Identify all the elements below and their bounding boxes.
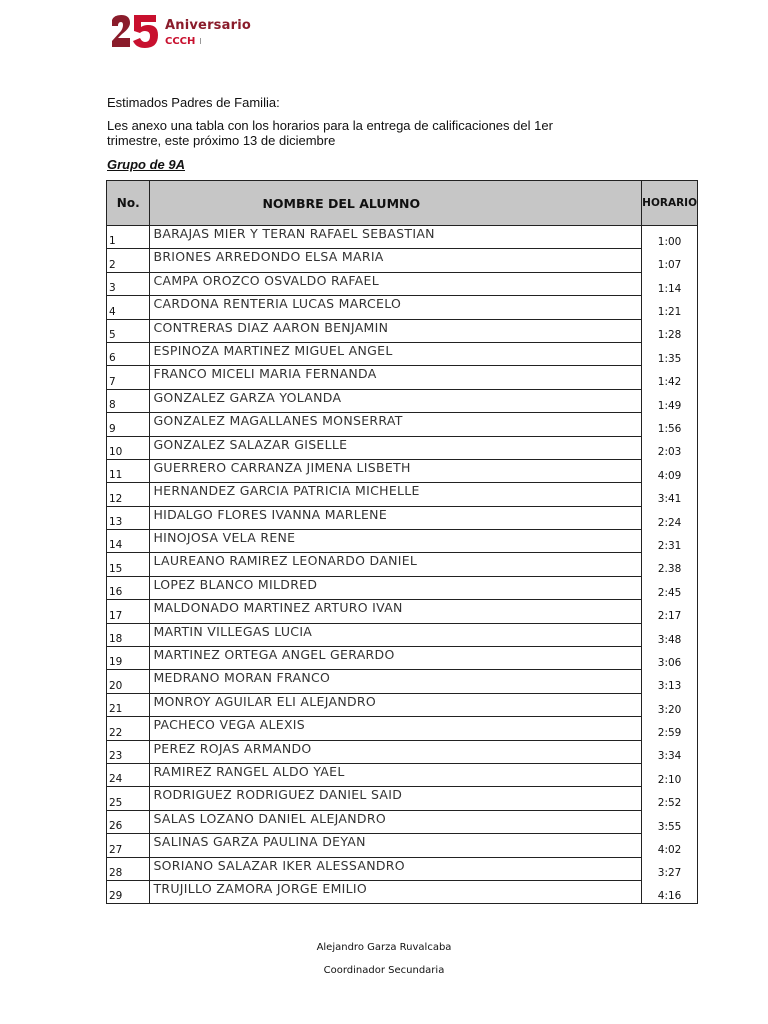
intro-paragraph: Les anexo una tabla con los horarios para la entrega de calificaciones del 1er trimestre, este próximo 13 de diciembre (107, 118, 553, 148)
student-name: SORIANO SALAZAR IKER ALESSANDRO (150, 857, 642, 880)
table-header-row (107, 181, 698, 226)
row-number: 13 (107, 506, 150, 529)
row-number: 10 (107, 436, 150, 459)
table-row (107, 226, 698, 249)
table-row (107, 763, 698, 786)
group-heading: Grupo de 9A (107, 157, 186, 172)
student-name: GONZALEZ GARZA YOLANDA (150, 389, 642, 412)
student-name: FRANCO MICELI MARIA FERNANDA (150, 366, 642, 389)
table-row (107, 506, 698, 529)
header-name: NOMBRE DEL ALUMNO (150, 181, 642, 226)
student-name: PEREZ ROJAS ARMANDO (150, 740, 642, 763)
table-row (107, 647, 698, 670)
schedule-time: 1:14 (642, 272, 698, 295)
table-row (107, 880, 698, 903)
row-number: 29 (107, 880, 150, 903)
student-name: GONZALEZ MAGALLANES MONSERRAT (150, 413, 642, 436)
logo-subtitle: CCCH (165, 36, 196, 47)
schedule-time: 4:02 (642, 834, 698, 857)
schedule-time: 2:45 (642, 576, 698, 599)
signature-name: Alejandro Garza Ruvalcaba (316, 942, 452, 953)
student-name: GUERRERO CARRANZA JIMENA LISBETH (150, 459, 642, 482)
student-name: TRUJILLO ZAMORA JORGE EMILIO (150, 880, 642, 903)
schedule-time: 1:00 (642, 226, 698, 249)
row-number: 3 (107, 272, 150, 295)
student-name: MONROY AGUILAR ELI ALEJANDRO (150, 693, 642, 716)
table-row (107, 249, 698, 272)
student-name: MARTINEZ ORTEGA ANGEL GERARDO (150, 647, 642, 670)
student-name: HIDALGO FLORES IVANNA MARLENE (150, 506, 642, 529)
student-name: CAMPA OROZCO OSVALDO RAFAEL (150, 272, 642, 295)
row-number: 1 (107, 226, 150, 249)
row-number: 4 (107, 296, 150, 319)
schedule-time: 4:09 (642, 459, 698, 482)
student-name: PACHECO VEGA ALEXIS (150, 717, 642, 740)
table-row (107, 436, 698, 459)
schedule-time: 1:49 (642, 389, 698, 412)
schedule-time: 1:07 (642, 249, 698, 272)
row-number: 22 (107, 717, 150, 740)
schedule-time: 2:17 (642, 600, 698, 623)
row-number: 5 (107, 319, 150, 342)
row-number: 14 (107, 530, 150, 553)
student-name: MARTIN VILLEGAS LUCIA (150, 623, 642, 646)
student-name: BRIONES ARREDONDO ELSA MARIA (150, 249, 642, 272)
schedule-time: 2:59 (642, 717, 698, 740)
row-number: 28 (107, 857, 150, 880)
student-name: MALDONADO MARTINEZ ARTURO IVAN (150, 600, 642, 623)
schedule-time: 2:24 (642, 506, 698, 529)
row-number: 17 (107, 600, 150, 623)
student-name: RODRIGUEZ RODRIGUEZ DANIEL SAID (150, 787, 642, 810)
header-no: No. (107, 181, 150, 226)
student-name: MEDRANO MORAN FRANCO (150, 670, 642, 693)
header-time: HORARIO (642, 181, 698, 226)
table-row (107, 319, 698, 342)
schedule-time: 2.38 (642, 553, 698, 576)
table-row (107, 600, 698, 623)
student-name: HERNANDEZ GARCIA PATRICIA MICHELLE (150, 483, 642, 506)
table-row (107, 693, 698, 716)
student-name: HINOJOSA VELA RENE (150, 530, 642, 553)
row-number: 18 (107, 623, 150, 646)
table-row (107, 553, 698, 576)
row-number: 26 (107, 810, 150, 833)
row-number: 16 (107, 576, 150, 599)
logo-divider (200, 38, 211, 44)
schedule-time: 1:56 (642, 413, 698, 436)
schedule-time: 3:55 (642, 810, 698, 833)
schedule-time: 4:16 (642, 880, 698, 903)
schedule-table (106, 180, 698, 904)
row-number: 6 (107, 342, 150, 365)
table-row (107, 670, 698, 693)
table-row (107, 296, 698, 319)
row-number: 20 (107, 670, 150, 693)
row-number: 23 (107, 740, 150, 763)
table-row (107, 623, 698, 646)
schedule-time: 3:20 (642, 693, 698, 716)
schedule-time: 3:41 (642, 483, 698, 506)
table-row (107, 810, 698, 833)
student-name: GONZALEZ SALAZAR GISELLE (150, 436, 642, 459)
table-body (107, 226, 698, 904)
schedule-time: 2:03 (642, 436, 698, 459)
row-number: 27 (107, 834, 150, 857)
table-row (107, 834, 698, 857)
schedule-time: 2:31 (642, 530, 698, 553)
schedule-time: 1:28 (642, 319, 698, 342)
logo-25-icon (110, 14, 160, 50)
table-row (107, 787, 698, 810)
schedule-time: 2:10 (642, 763, 698, 786)
schedule-time: 2:52 (642, 787, 698, 810)
student-name: SALINAS GARZA PAULINA DEYAN (150, 834, 642, 857)
table-row (107, 717, 698, 740)
row-number: 24 (107, 763, 150, 786)
table-row (107, 366, 698, 389)
table-row (107, 342, 698, 365)
table-row (107, 576, 698, 599)
table-row (107, 389, 698, 412)
table-row (107, 530, 698, 553)
schedule-time: 3:34 (642, 740, 698, 763)
table-row (107, 857, 698, 880)
row-number: 25 (107, 787, 150, 810)
student-name: BARAJAS MIER Y TERAN RAFAEL SEBASTIAN (150, 226, 642, 249)
row-number: 21 (107, 693, 150, 716)
row-number: 12 (107, 483, 150, 506)
student-name: LAUREANO RAMIREZ LEONARDO DANIEL (150, 553, 642, 576)
schedule-time: 3:13 (642, 670, 698, 693)
signature-role: Coordinador Secundaria (323, 965, 445, 976)
student-name: RAMIREZ RANGEL ALDO YAEL (150, 763, 642, 786)
table-row (107, 459, 698, 482)
schedule-time: 1:21 (642, 296, 698, 319)
table-row (107, 483, 698, 506)
schedule-time: 3:27 (642, 857, 698, 880)
student-name: CONTRERAS DIAZ AARON BENJAMIN (150, 319, 642, 342)
row-number: 8 (107, 389, 150, 412)
schedule-time: 3:06 (642, 647, 698, 670)
row-number: 11 (107, 459, 150, 482)
table-row (107, 413, 698, 436)
logo-title: Aniversario (165, 18, 251, 33)
schedule-time: 1:35 (642, 342, 698, 365)
row-number: 7 (107, 366, 150, 389)
row-number: 19 (107, 647, 150, 670)
student-name: SALAS LOZANO DANIEL ALEJANDRO (150, 810, 642, 833)
row-number: 2 (107, 249, 150, 272)
student-name: CARDONA RENTERIA LUCAS MARCELO (150, 296, 642, 319)
schedule-time: 3:48 (642, 623, 698, 646)
greeting: Estimados Padres de Familia: (107, 95, 280, 110)
row-number: 15 (107, 553, 150, 576)
schedule-time: 1:42 (642, 366, 698, 389)
table-row (107, 272, 698, 295)
table-row (107, 740, 698, 763)
student-name: ESPINOZA MARTINEZ MIGUEL ANGEL (150, 342, 642, 365)
student-name: LOPEZ BLANCO MILDRED (150, 576, 642, 599)
logo (110, 14, 250, 50)
row-number: 9 (107, 413, 150, 436)
